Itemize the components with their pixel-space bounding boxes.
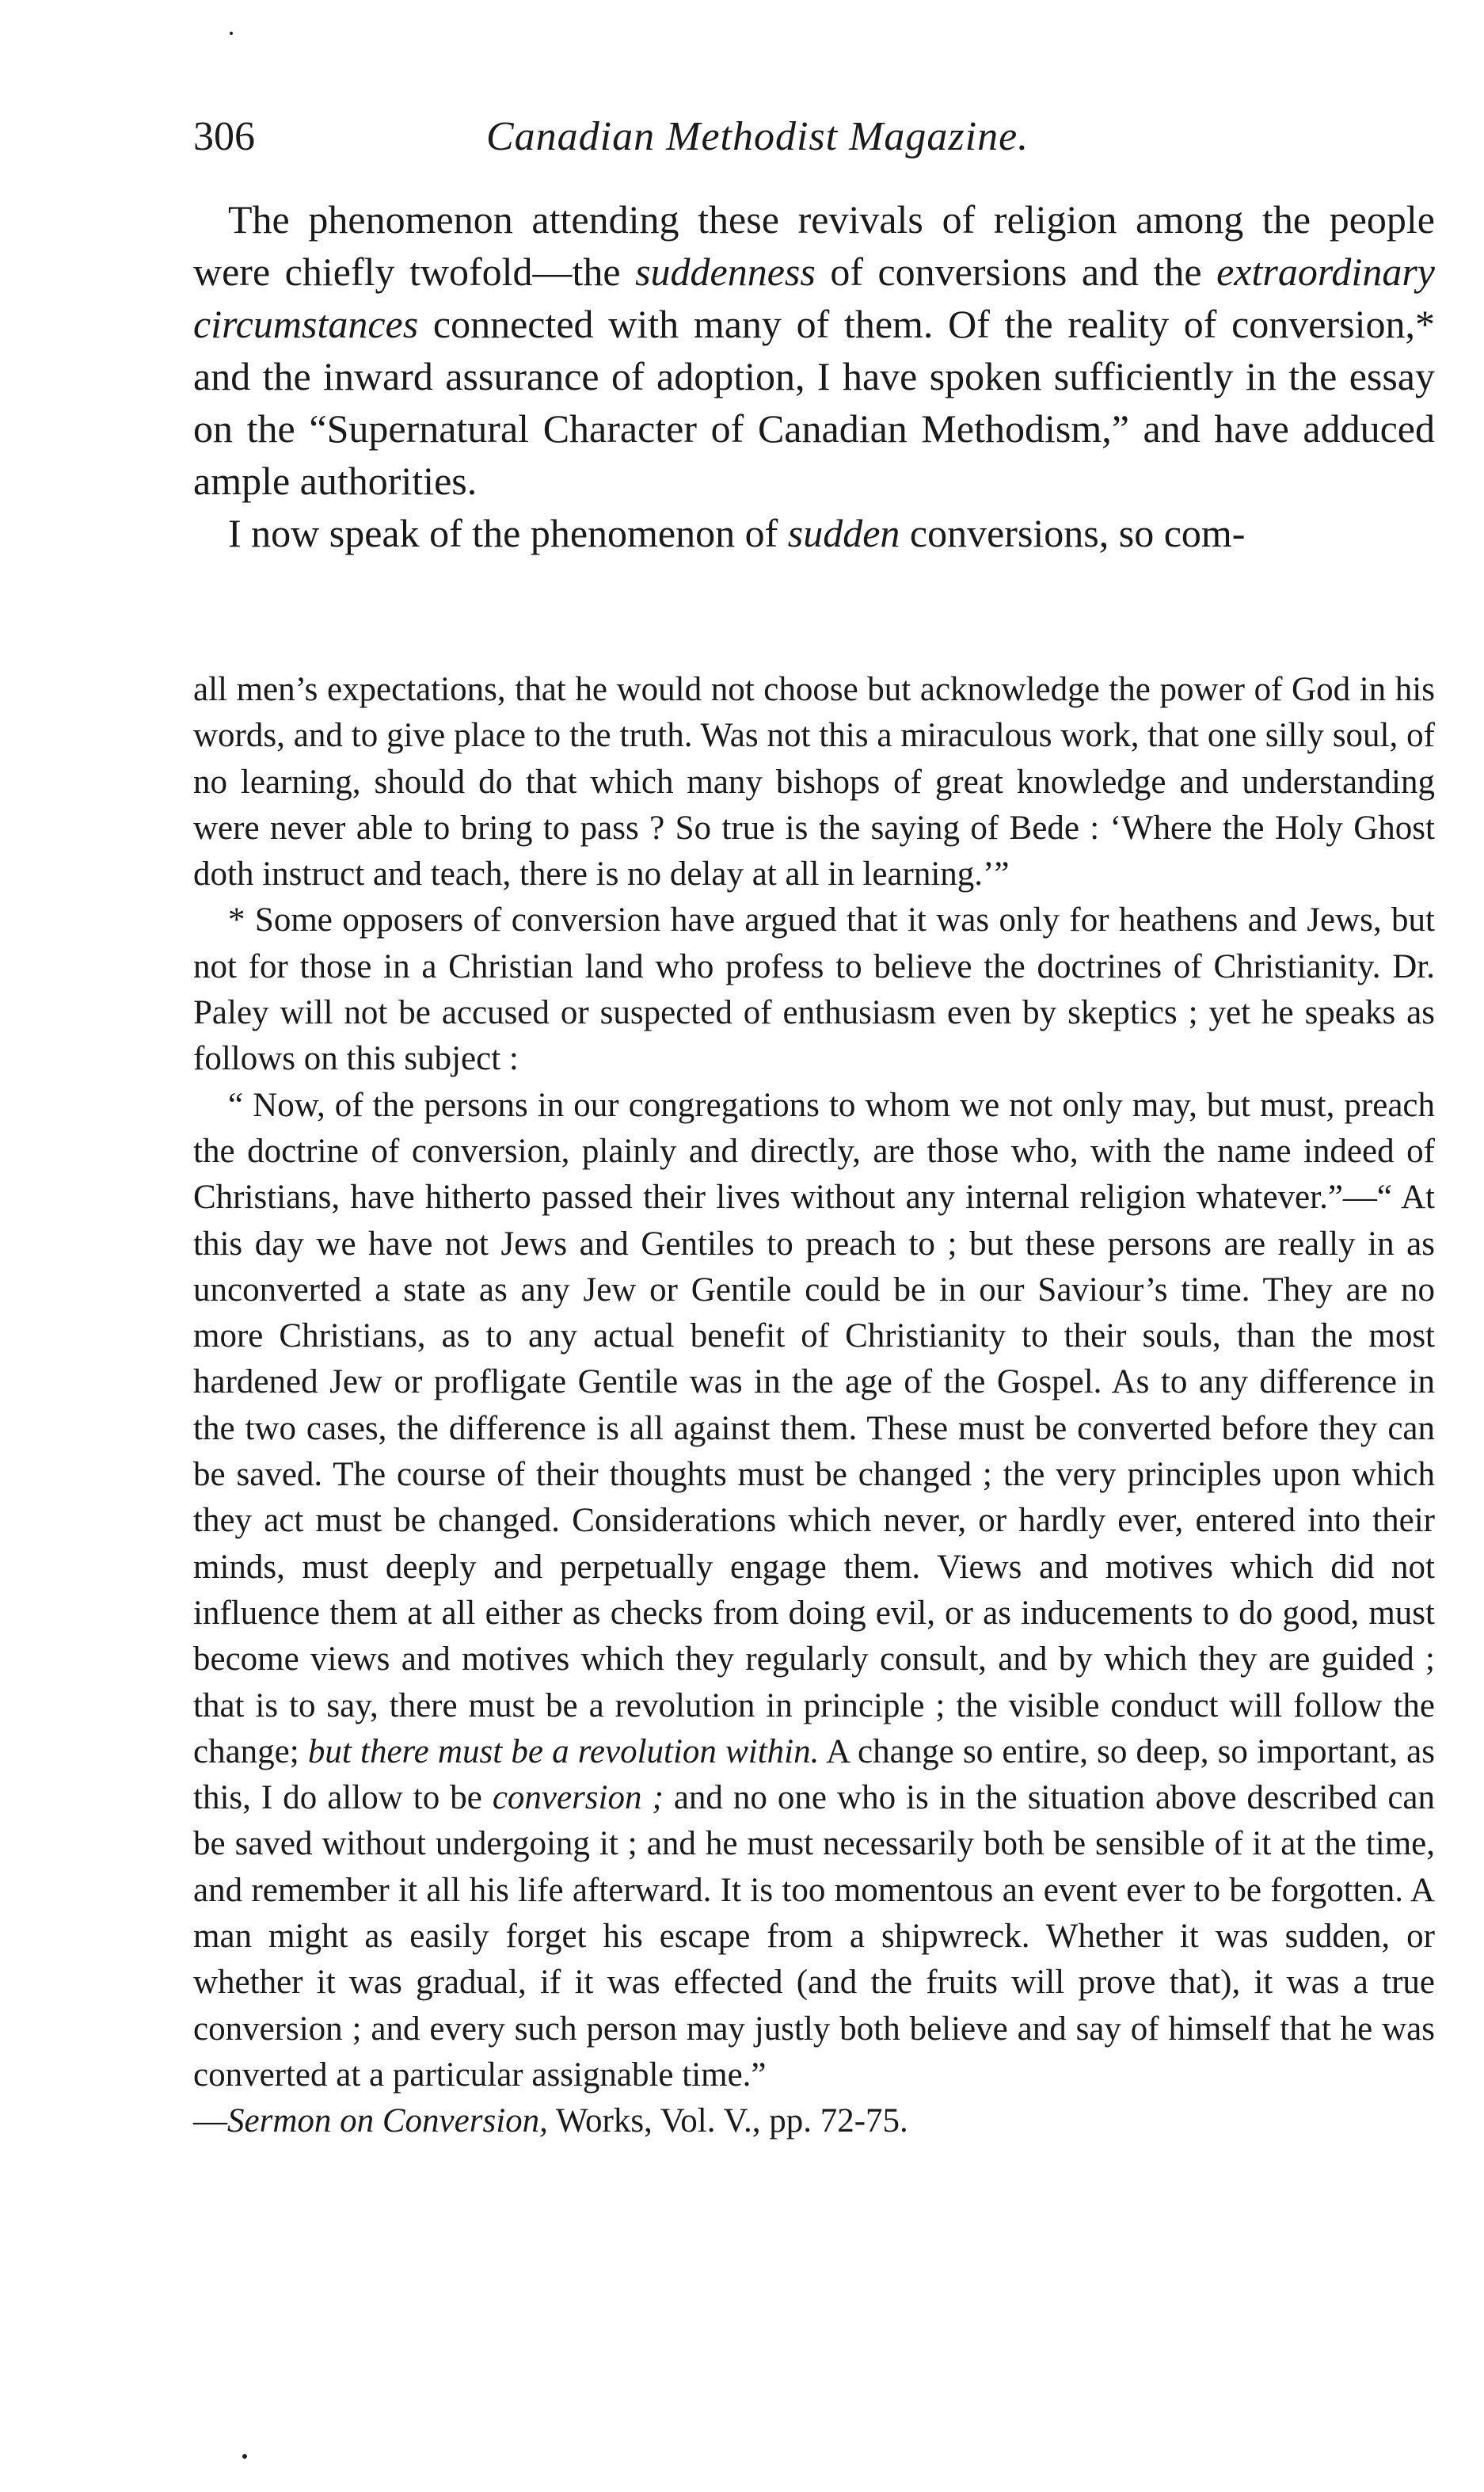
italic-text: but there must be a revolution within. bbox=[307, 1732, 820, 1770]
text-run: “ Now, of the persons in our congregations to whom we not only may, but must, preach the doctrine of conversion, plainly and directly, are those who, with the name indeed of Christians, have hitherto passed their lives without any internal religion whatever.”—“ At this day we have not Jews and Gentiles to preach to ; but these persons are really in as unconverted a state as any Jew or Gentile could be in our Saviour’s time. They are no more Christians, as to any actual benefit of Christianity to their souls, than the most hardened Jew or profligate Gentile was in the age of the Gospel. As to any difference in the two cases, the difference is all against them. These must be converted before they can be saved. The course of their thoughts must be changed ; the very principles upon which they act must be changed. Considerations which never, or hardly ever, entered into their minds, must deeply and perpetually engage them. Views and motives which did not influence them at all either as checks from doing evil, or as inducements to do good, must become views and motives which they regularly consult, and by which they are guided ; that is to say, there must be a revolution in principle ; the visible conduct will follow the change; bbox=[193, 1086, 1435, 1770]
footnote-continuation: all men’s expectations, that he would not choose but acknowledge the power of God in his words, and to give place to the truth. Was not this a miraculous work, that one silly soul, of no learning, should do that which many bishops of great knowledge and understanding were never able to bring to pass ? So true is the saying of Bede : ‘Where the Holy Ghost doth instruct and teach, there is no delay at all in learning.’” bbox=[193, 671, 1435, 894]
italic-text: conversion ; bbox=[492, 1779, 664, 1817]
text-run: and no one who is in the situation above described can be saved without undergoing it ; and he must necessarily both be sensible of it at the time, and remember it all his life afterward. It is too momentous an event ever to be forgotten. A man might as easily forget his escape from a shipwreck. Whether it was sudden, or whether it was gradual, if it was effected (and the fruits will prove that), it was a true conversion ; and every such person may justly both believe and say of himself that he was converted at a particular assignable time.” bbox=[193, 1779, 1435, 2094]
stray-ink-mark bbox=[242, 2454, 247, 2459]
citation-title: Sermon on Conversion, bbox=[227, 2102, 548, 2140]
text-run: A change so entire, so deep, so important, as this, I do allow to be bbox=[193, 1732, 1435, 1817]
book-page bbox=[193, 0, 1435, 2492]
citation-details: Works, Vol. V., pp. 72-75. bbox=[547, 2102, 908, 2140]
citation-dash: — bbox=[193, 2102, 227, 2140]
italic-text: extraordinary circumstances bbox=[193, 250, 1435, 346]
text-run: The phenomenon attending these revivals of religion among the people were chiefly twofold—the bbox=[193, 197, 1435, 294]
paragraph bbox=[193, 193, 1435, 507]
citation bbox=[193, 2098, 1435, 2144]
footnote: * Some opposers of conversion have argued that it was only for heathens and Jews, but not for those in a Christian land who profess to believe the doctrines of Christianity. Dr. Paley will not be accused or suspected of enthusiasm even by skeptics ; yet he speaks as follows on this subject : bbox=[193, 901, 1435, 1078]
footnotes bbox=[193, 667, 1435, 2145]
running-title: Canadian Methodist Magazine. bbox=[486, 114, 1029, 159]
footnote-quotation bbox=[193, 1083, 1435, 2099]
italic-text: sudden bbox=[787, 511, 900, 555]
text-run: of conversions and the bbox=[815, 250, 1217, 294]
text-run: I now speak of the phenomenon of bbox=[228, 511, 788, 555]
text-run: conversions, so com- bbox=[900, 511, 1246, 555]
italic-text: suddenness bbox=[635, 250, 816, 294]
main-text bbox=[193, 193, 1435, 559]
paragraph bbox=[193, 507, 1435, 559]
running-head bbox=[193, 109, 1435, 165]
text-run: connected with many of them. Of the reality of conversion,* and the inward assurance of adoption, I have spoken sufficiently in the essay on the “Supernatural Character of Canadian Methodism,” and have adduced ample authorities. bbox=[193, 302, 1435, 503]
page-number: 306 bbox=[193, 114, 255, 159]
